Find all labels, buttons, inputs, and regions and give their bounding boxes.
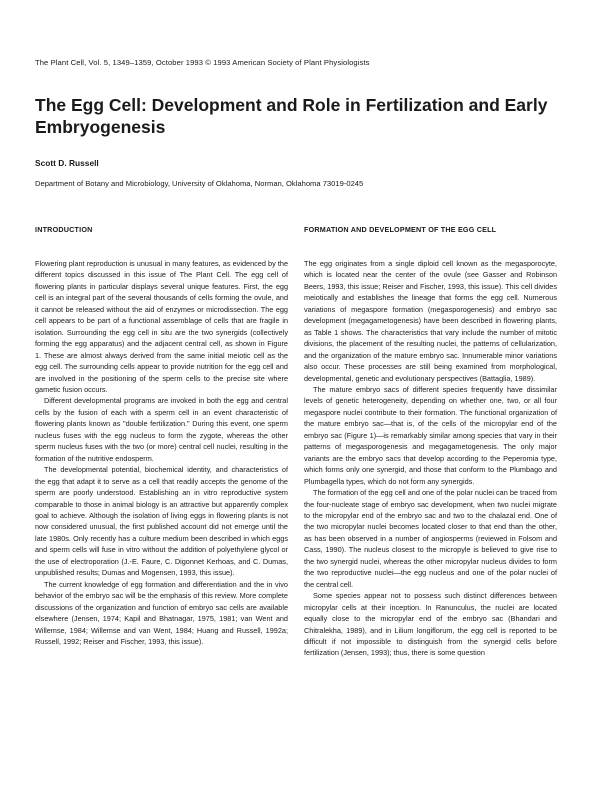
running-head: The Plant Cell, Vol. 5, 1349–1359, October 1993 © 1993 American Society of Plant Physiologists: [35, 58, 370, 67]
body-paragraph: The developmental potential, biochemical identity, and characteristics of the egg that adapt it to serve as a cell that readily accepts the genome of the sperm are poorly understood. Establishing an in vitro reproductive system comparable to those in animal biology is an attractive but apparently complex goal to achieve. Although the isolation of living eggs in flowering plants is not now considered unusual, the first published account did not emerge until the late 1980s. Only recently has a culture medium been described in which eggs and sperm cells will fuse in vitro without the addition of polyethylene glycol or the use of electroporation (J.-E. Faure, C. Digonnet Kerhoas, and C. Dumas, unpublished results; Dumas and Mogensen, 1993, this issue).: [35, 465, 288, 578]
author-affiliation: Department of Botany and Microbiology, University of Oklahoma, Norman, Oklahoma 73019-0245: [35, 179, 364, 188]
body-paragraph: Different developmental programs are invoked in both the egg and central cells by the fusion of each with a sperm cell in an event characteristic of flowering plants known as "double fertilization." During this event, one sperm nucleus fuses with the egg nucleus to form the zygote, whereas the other sperm nucleus fuses with the two (or more) central cell nuclei, resulting in the formation of the nutritive endosperm.: [35, 396, 288, 463]
body-paragraph: The egg originates from a single diploid cell known as the megasporocyte, which is located near the center of the ovule (see Gasser and Robinson Beers, 1993, this issue; Reiser and Fischer, 1993, this issue). This cell divides meiotically and establishes the lineage that forms the egg cell. Numerous variations of megaspore formation (megasporogenesis) and embryo sac development (megagametogenesis) have been described in flowering plants, as Table 1 shows. The characteristics that vary include the number of mitotic divisions, the placement of the resulting nuclei, the patterns of cellularization, and the organization of the mature embryo sac. Innumerable minor variations also occur. These processes are still being examined from morphological, developmental, genetic and evolutionary perspectives (Battaglia, 1989).: [304, 259, 557, 383]
body-paragraph: Flowering plant reproduction is unusual in many features, as evidenced by the different topics discussed in this issue of The Plant Cell. The egg cell of flowering plants in particular displays several unique features. First, the egg cell is an integral part of the several thousands of cells forming the ovule, and it cannot be released without the aid of enzymes or microdissection. The egg cell appears to be part of a functional assemblage of cells that are fragile in isolation. Surrounding the egg cell in situ are the two synergids (collectively forming the egg apparatus) and the adjacent central cell, as shown in Figure 1. These are almost always derived from the same initial meiotic cell as the egg cell. The surrounding cells appear to provide nutrition for the egg cell and are involved in the positioning of the sperm cells to the precise site where gametic fusion occurs.: [35, 259, 288, 394]
body-paragraph: Some species appear not to possess such distinct differences between micropylar cells at their inception. In Ranunculus, the nuclei are located equally close to the micropylar end of the embryo sac (Bhandari and Chitralekha, 1989), and in Lilium longiflorum, the egg cell is reported to be difficult if not impossible to distinguish from the synergid cells before fertilization (Jensen, 1993); thus, there is some question: [304, 591, 557, 658]
body-paragraph: The mature embryo sacs of different species frequently have dissimilar levels of genetic heterogeneity, depending on whether one, two, or all four megaspore nuclei contribute to their formation. The functional organization of the mature embryo sac—that is, of the cells of the micropylar end of the embryo sac (Figure 1)—is remarkably similar among species that vary in their patterns of megasporogenesis and megagametogenesis. The only major variants are the embryo sacs that develop according to the Peperomia type, which forms only one synergid, and those that conform to the Plumbago and Plumbagella types, which do not form any synergids.: [304, 384, 557, 486]
right-column: [304, 224, 557, 659]
body-paragraph: The current knowledge of egg formation and differentiation and the in vivo behavior of the embryo sac will be the emphasis of this review. More complete discussions of the organization and function of embryo sac cells are available elsewhere (Jensen, 1974; Kapil and Bhatnagar, 1975, 1981; van Went and Willemse, 1984; Willemse and van Went, 1984; Huang and Russell, 1992a; Russell, 1992; Reiser and Fischer, 1993, this issue).: [35, 579, 288, 646]
section-heading-introduction: INTRODUCTION: [35, 225, 93, 234]
body-paragraph: The formation of the egg cell and one of the polar nuclei can be traced from the four-nucleate stage of embryo sac development, when two nuclei migrate to the micropylar end of the embryo sac and two to the chalazal end. One of the two micropylar nuclei becomes located closer to that end than the other, as has been observed in a number of angiosperms (reviewed in Folsom and Cass, 1990). The nucleus closest to the micropyle is believed to give rise to the two synergid nuclei, whereas the other micropylar nucleus divides to form the two reproductive nuclei—the egg nucleus and one of the polar nuclei of the central cell.: [304, 488, 557, 589]
author-name: Scott D. Russell: [35, 158, 99, 168]
section-heading-egg-cell: FORMATION AND DEVELOPMENT OF THE EGG CELL: [304, 225, 497, 234]
article-title: The Egg Cell: Development and Role in Fertilization and Early Embryogenesis: [35, 95, 548, 137]
left-column: [35, 224, 288, 647]
